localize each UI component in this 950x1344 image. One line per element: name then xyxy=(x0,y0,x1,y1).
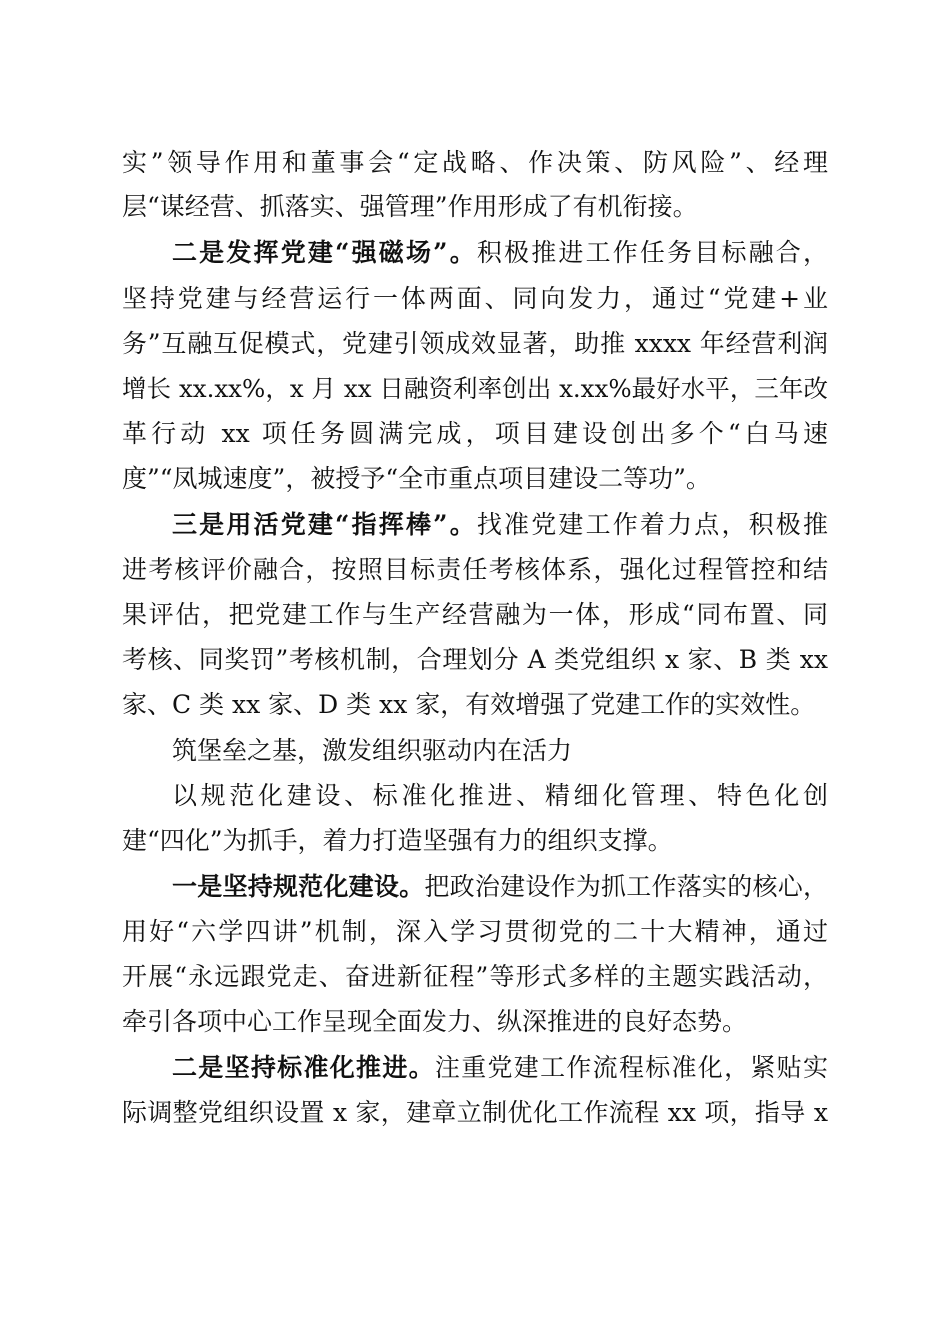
line-text: 考核、同奖罚”考核机制，合理划分 A 类党组织 x 家、B 类 xx xyxy=(122,645,828,674)
line-text: 务”互融互促模式，党建引领成效显著，助推 xxxx 年经营利润 xyxy=(122,329,828,358)
line-text: 家、C 类 xx 家、D 类 xx 家，有效增强了党建工作的实效性。 xyxy=(122,690,816,719)
body-line-11 xyxy=(122,600,828,630)
line-text: 进考核评价融合，按照目标责任考核体系，强化过程管控和结 xyxy=(122,555,828,584)
line-text: 积极推进工作任务目标融合， xyxy=(476,238,828,267)
body-line-12 xyxy=(122,645,828,675)
body-line-7 xyxy=(122,419,828,449)
body-line-2 xyxy=(122,192,698,222)
line-text: 找准党建工作着力点，积极推 xyxy=(476,510,828,539)
line-text: 坚持党建与经营运行一体两面、同向发力，通过“党建+业 xyxy=(122,284,828,313)
line-text: 开展“永远跟党走、奋进新征程”等形式多样的主题实践活动， xyxy=(122,962,828,991)
body-line-4 xyxy=(122,284,828,314)
line-text: 实”领导作用和董事会“定战略、作决策、防风险”、经理 xyxy=(122,148,828,177)
body-line-20 xyxy=(122,1007,747,1037)
body-line-9 xyxy=(172,510,828,540)
paragraph-lead: 二是坚持标准化推进。 xyxy=(172,1053,435,1082)
line-text: 注重党建工作流程标准化，紧贴实 xyxy=(434,1053,828,1082)
paragraph-lead: 一是坚持规范化建设。 xyxy=(172,872,425,901)
body-line-17 xyxy=(172,872,828,902)
body-line-6 xyxy=(122,374,828,404)
line-text: 筑堡垒之基，激发组织驱动内在活力 xyxy=(172,736,573,765)
body-line-18 xyxy=(122,917,828,947)
body-line-16 xyxy=(122,826,673,856)
body-line-15 xyxy=(172,781,828,811)
line-text: 际调整党组织设置 x 家，建章立制优化工作流程 xx 项，指导 x xyxy=(122,1098,828,1127)
line-text: 用好“六学四讲”机制，深入学习贯彻党的二十大精神，通过 xyxy=(122,917,828,946)
line-text: 以规范化建设、标准化推进、精细化管理、特色化创 xyxy=(172,781,828,810)
line-text: 度”“凤城速度”，被授予“全市重点项目建设二等功”。 xyxy=(122,464,711,493)
body-line-8 xyxy=(122,464,711,494)
paragraph-lead: 三是用活党建“指挥棒”。 xyxy=(172,510,477,539)
section-heading xyxy=(172,736,572,766)
line-text: 把政治建设作为抓工作落实的核心， xyxy=(424,872,828,901)
paragraph-lead: 二是发挥党建“强磁场”。 xyxy=(172,238,477,267)
line-text: 增长 xx.xx%，x 月 xx 日融资利率创出 x.xx%最好水平，三年改 xyxy=(122,374,828,403)
line-text: 果评估，把党建工作与生产经营融为一体，形成“同布置、同 xyxy=(122,600,828,629)
line-text: 牵引各项中心工作呈现全面发力、纵深推进的良好态势。 xyxy=(122,1007,748,1036)
body-line-21 xyxy=(172,1053,828,1083)
body-line-19 xyxy=(122,962,828,992)
line-text: 革行动 xx 项任务圆满完成，项目建设创出多个“白马速 xyxy=(122,419,828,448)
line-text: 建“四化”为抓手，着力打造坚强有力的组织支撑。 xyxy=(122,826,673,855)
line-text: 层“谋经营、抓落实、强管理”作用形成了有机衔接。 xyxy=(122,192,698,221)
body-line-3 xyxy=(172,238,828,268)
body-line-22 xyxy=(122,1098,828,1128)
body-line-10 xyxy=(122,555,828,585)
body-line-1 xyxy=(122,148,828,178)
body-line-5 xyxy=(122,329,828,359)
body-line-13 xyxy=(122,690,815,720)
